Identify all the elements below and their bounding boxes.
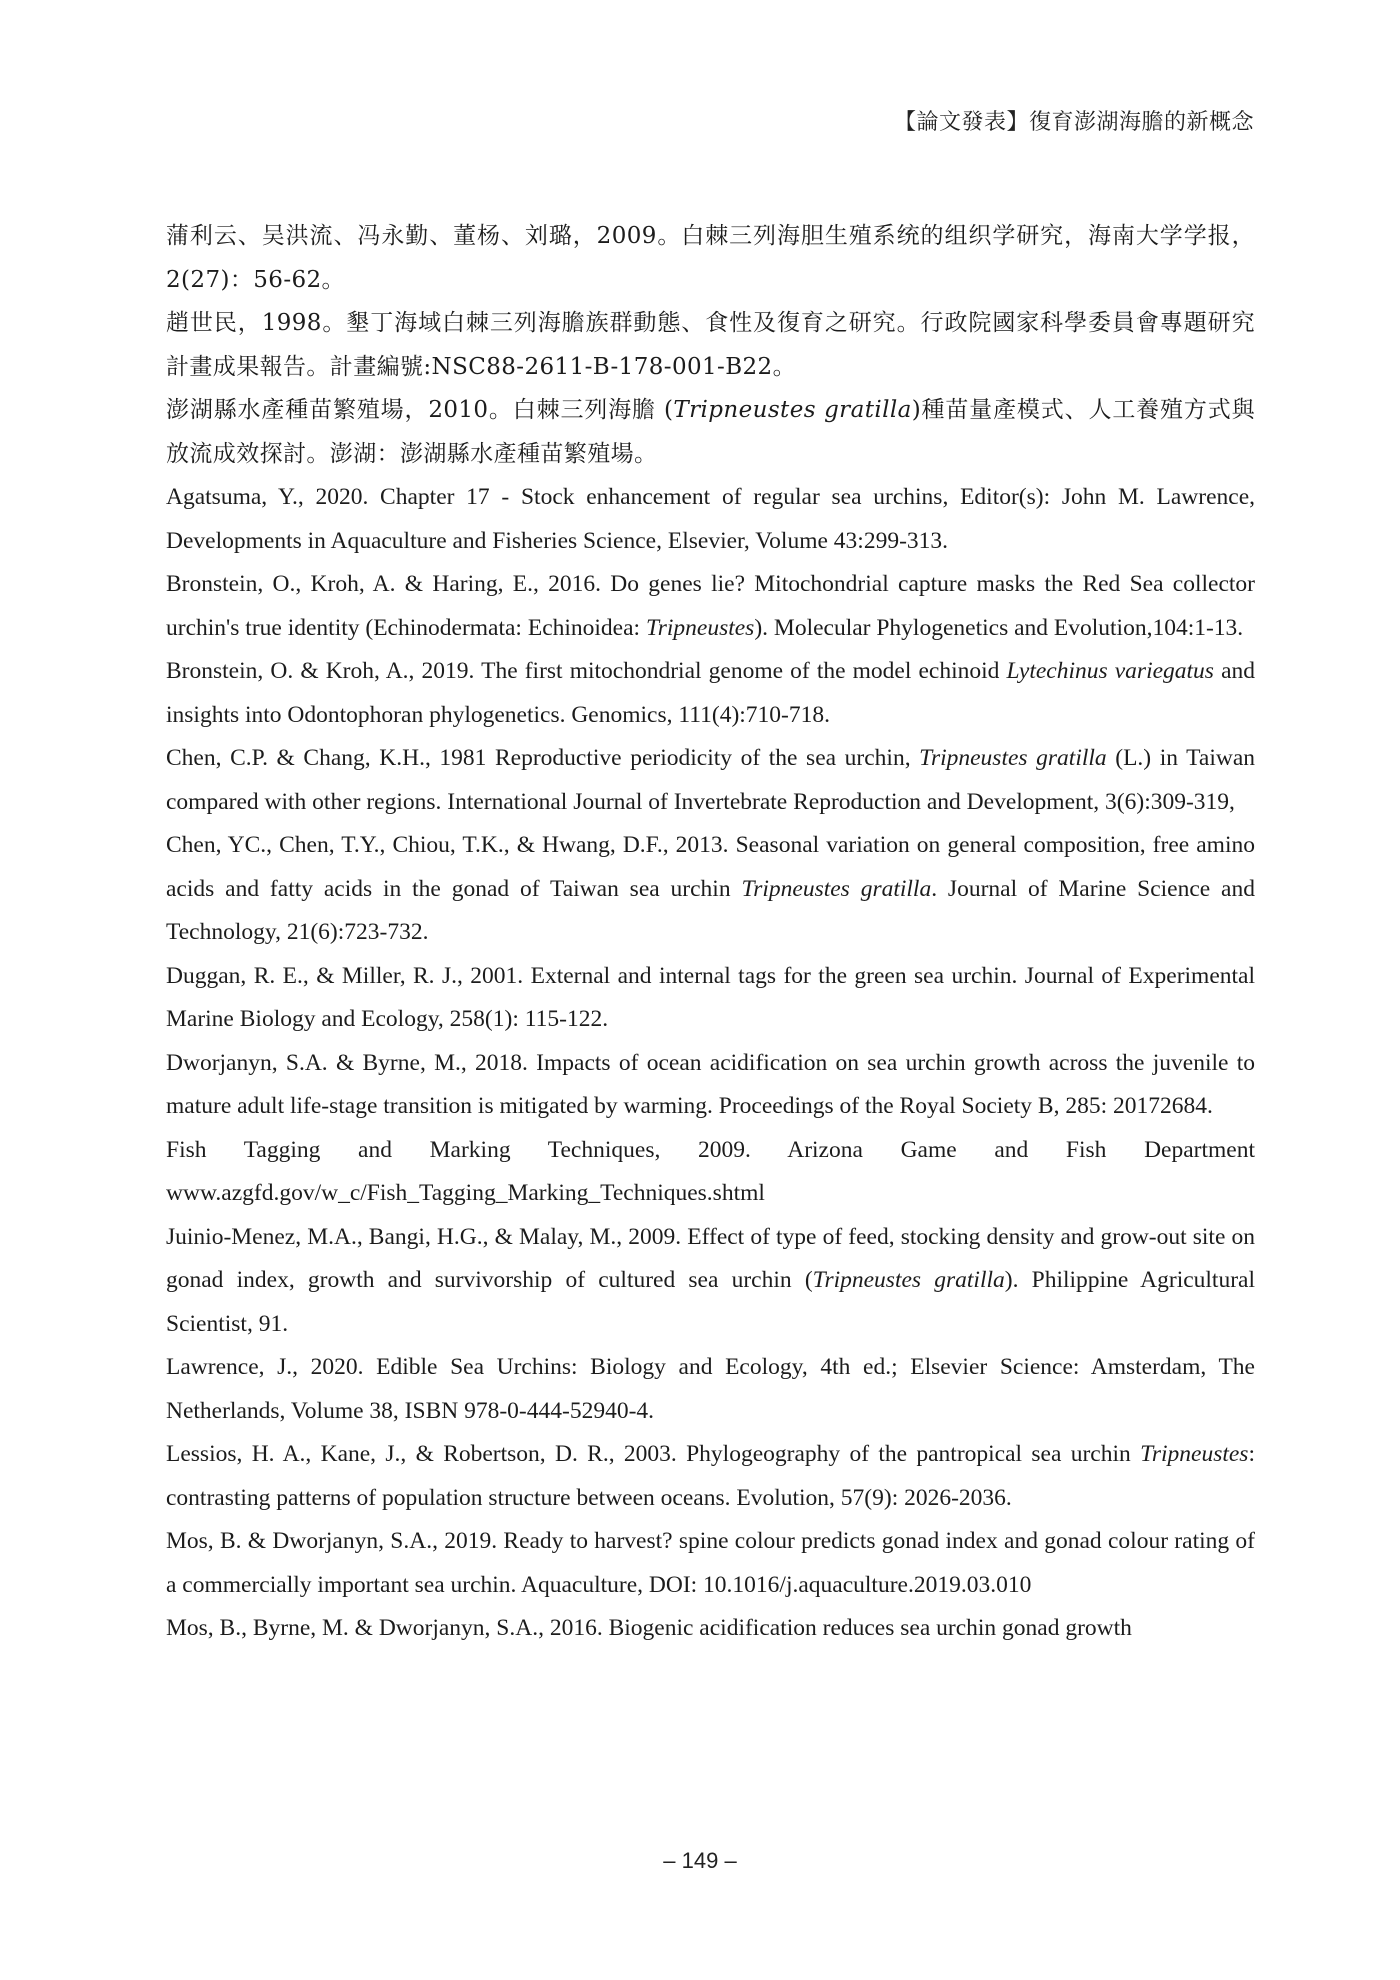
reference-text: Juinio-Menez, M.A., Bangi, H.G., & Malay, M., 2009. Effect of type of feed, stocking density and grow-out site on gonad index, growth and survivorship of cultured sea urchin ( <box>166 1223 1255 1293</box>
reference-entry <box>166 1346 1255 1433</box>
species-name: Tripneustes gratilla <box>673 397 912 423</box>
reference-text: Mos, B., Byrne, M. & Dworjanyn, S.A., 2016. Biogenic acidification reduces sea urchin gonad growth <box>166 1615 1132 1641</box>
reference-text: Chen, C.P. & Chang, K.H., 1981 Reproductive periodicity of the sea urchin, <box>166 745 920 771</box>
reference-text: ). Philippine Agricultural Scientist, 91. <box>166 1267 1255 1337</box>
reference-text: Agatsuma, Y., 2020. Chapter 17 - Stock enhancement of regular sea urchins, Editor(s): John M. Lawrence, Developments in Aquaculture and Fisheries Science, Elsevier, Volume 43:299-313. <box>166 484 1255 554</box>
species-name: Lytechinus variegatus <box>1006 658 1214 684</box>
reference-text: Mos, B. & Dworjanyn, S.A., 2019. Ready to harvest? spine colour predicts gonad index and gonad colour rating of a commercially important sea urchin. Aquaculture, DOI: 10.1016/j.aquaculture.2019.03.010 <box>166 1528 1255 1598</box>
reference-text: )種苗量產模式、人工養殖方式與放流成效探討。澎湖：澎湖縣水產種苗繁殖場。 <box>166 397 1255 467</box>
reference-text: 澎湖縣水產種苗繁殖場，2010。白棘三列海膽 ( <box>166 397 674 423</box>
reference-entry <box>166 302 1255 389</box>
reference-entry <box>166 1216 1255 1347</box>
reference-entry <box>166 476 1255 563</box>
reference-list <box>166 215 1255 1651</box>
reference-text: Bronstein, O., Kroh, A. & Haring, E., 2016. Do genes lie? Mitochondrial capture masks the Red Sea collector urchin's true identity (Echinodermata: Echinoidea: <box>166 571 1255 641</box>
reference-text: and insights into Odontophoran phylogenetics. Genomics, 111(4):710-718. <box>166 658 1255 728</box>
reference-entry <box>166 1607 1255 1651</box>
reference-text: ). Molecular Phylogenetics and Evolution,104:1-13. <box>754 614 1244 641</box>
reference-entry <box>166 824 1255 955</box>
reference-entry <box>166 1129 1255 1216</box>
reference-text: 趙世民，1998。墾丁海域白棘三列海膽族群動態、食性及復育之研究。行政院國家科學委員會專題研究計畫成果報告。計畫編號:NSC88-2611-B-178-001-B22。 <box>166 310 1255 380</box>
reference-entry <box>166 955 1255 1042</box>
species-name: Tripneustes <box>1140 1441 1249 1467</box>
reference-entry <box>166 1520 1255 1607</box>
reference-text: 蒲利云、吴洪流、冯永勤、董杨、刘璐，2009。白棘三列海胆生殖系统的组织学研究，海南大学学报，2(27)：56-62。 <box>166 223 1255 293</box>
reference-entry <box>166 1433 1255 1520</box>
reference-entry <box>166 650 1255 737</box>
reference-text: (L.) in Taiwan compared with other regions. International Journal of Invertebrate Reproduction and Development, 3(6):309-319, <box>166 745 1255 815</box>
reference-entry <box>166 563 1255 650</box>
reference-text: Fish Tagging and Marking Techniques, 2009. Arizona Game and Fish Department www.azgfd.gov/w_c/Fish_Tagging_Marking_Techniques.shtml <box>166 1136 1255 1206</box>
species-name: Tripneustes gratilla <box>741 875 932 902</box>
reference-entry <box>166 737 1255 824</box>
reference-entry <box>166 215 1255 302</box>
reference-text: Chen, YC., Chen, T.Y., Chiou, T.K., & Hwang, D.F., 2013. Seasonal variation on general composition, free amino acids and fatty acids in the gonad of Taiwan sea urchin <box>166 832 1255 902</box>
reference-text: Lawrence, J., 2020. Edible Sea Urchins: Biology and Ecology, 4th ed.; Elsevier Science: Amsterdam, The Netherlands, Volume 38, ISBN 978-0-444-52940-4. <box>166 1354 1255 1424</box>
species-name: Tripneustes gratilla <box>919 745 1107 771</box>
running-header-title: 【論文發表】復育澎湖海膽的新概念 <box>893 110 1254 135</box>
reference-text: Bronstein, O. & Kroh, A., 2019. The first mitochondrial genome of the model echinoid <box>166 658 1007 684</box>
reference-text: : contrasting patterns of population structure between oceans. Evolution, 57(9): 2026-2036. <box>166 1441 1255 1511</box>
page-number: – 149 – <box>663 1848 737 1873</box>
reference-text: Dworjanyn, S.A. & Byrne, M., 2018. Impacts of ocean acidification on sea urchin growth across the juvenile to mature adult life-stage transition is mitigated by warming. Proceedings of the Royal Society B, 285: 20172684. <box>166 1049 1255 1119</box>
reference-text: Lessios, H. A., Kane, J., & Robertson, D. R., 2003. Phylogeography of the pantropical sea urchin <box>166 1441 1141 1467</box>
reference-entry <box>166 1042 1255 1129</box>
species-name: Tripneustes gratilla <box>812 1267 1005 1293</box>
reference-text: . Journal of Marine Science and Technology, 21(6):723-732. <box>166 875 1255 945</box>
species-name: Tripneustes <box>645 614 755 641</box>
reference-text: Duggan, R. E., & Miller, R. J., 2001. External and internal tags for the green sea urchin. Journal of Experimental Marine Biology and Ecology, 258(1): 115-122. <box>166 962 1255 1032</box>
reference-entry <box>166 389 1255 476</box>
